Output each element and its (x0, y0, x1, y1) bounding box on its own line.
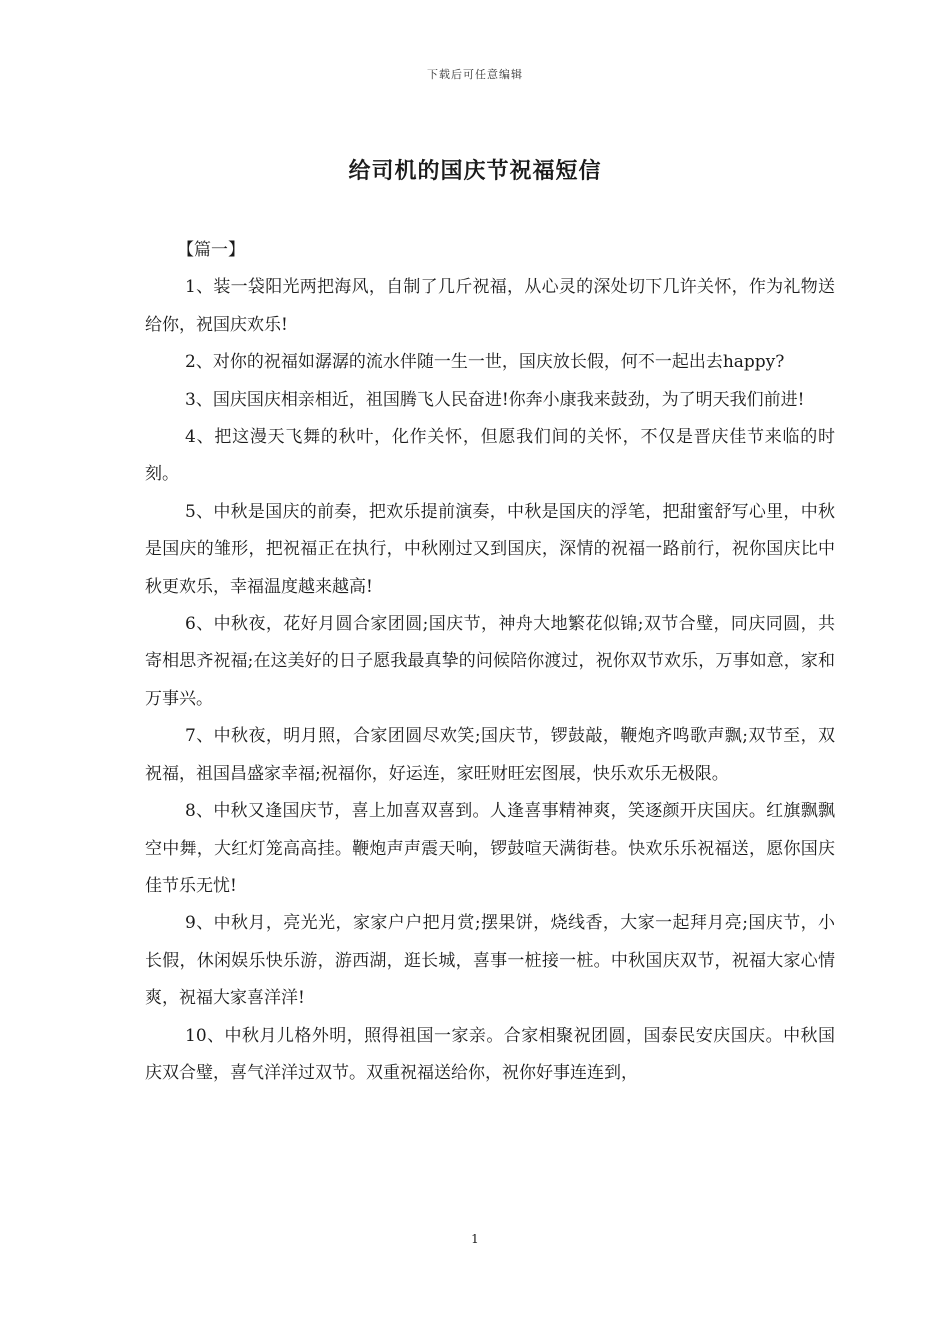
document-body (145, 232, 835, 1092)
paragraph-8: 8、中秋又逢国庆节，喜上加喜双喜到。人逢喜事精神爽，笑逐颜开庆国庆。红旗飘飘空中舞，大红灯笼高高挂。鞭炮声声震天响，锣鼓喧天满街巷。快欢乐乐祝福送，愿你国庆佳节乐无忧! (145, 801, 835, 896)
paragraph-2: 2、对你的祝福如潺潺的流水伴随一生一世，国庆放长假，何不一起出去happy? (185, 352, 785, 373)
paragraph-7: 7、中秋夜，明月照，合家团圆尽欢笑;国庆节，锣鼓敲，鞭炮齐鸣歌声飘;双节至，双祝福，祖国昌盛家幸福;祝福你，好运连，家旺财旺宏图展，快乐欢乐无极限。 (145, 726, 835, 784)
paragraph-10: 10、中秋月儿格外明，照得祖国一家亲。合家相聚祝团圆，国泰民安庆国庆。中秋国庆双合璧，喜气洋洋过双节。双重祝福送给你，祝你好事连连到， (145, 1025, 835, 1083)
paragraph-3: 3、国庆国庆相亲相近，祖国腾飞人民奋进!你奔小康我来鼓劲，为了明天我们前进! (185, 389, 805, 410)
paragraph-5: 5、中秋是国庆的前奏，把欢乐提前演奏，中秋是国庆的浮笔，把甜蜜舒写心里，中秋是国庆的雏形，把祝福正在执行，中秋刚过又到国庆，深情的祝福一路前行，祝你国庆比中秋更欢乐，幸福温度越来越高! (145, 501, 835, 597)
paragraph-6: 6、中秋夜，花好月圆合家团圆;国庆节，神舟大地繁花似锦;双节合璧，同庆同圆，共寄相思齐祝福;在这美好的日子愿我最真挚的问候陪你渡过，祝你双节欢乐，万事如意，家和万事兴。 (145, 614, 835, 709)
page-title: 给司机的国庆节祝福短信 (348, 158, 602, 184)
section-label: 【篇一】 (177, 240, 245, 260)
page-number: 1 (471, 1232, 479, 1246)
header-note: 下载后可任意编辑 (427, 68, 523, 81)
paragraph-4: 4、把这漫天飞舞的秋叶，化作关怀，但愿我们间的关怀，不仅是晋庆佳节来临的时刻。 (145, 427, 835, 485)
paragraph-9: 9、中秋月，亮光光，家家户户把月赏;摆果饼，烧线香，大家一起拜月亮;国庆节，小长假，休闲娱乐快乐游，游西湖，逛长城，喜事一桩接一桩。中秋国庆双节，祝福大家心情爽，祝福大家喜洋洋! (145, 913, 835, 1009)
paragraph-1: 1、装一袋阳光两把海风，自制了几斤祝福，从心灵的深处切下几许关怀，作为礼物送给你，祝国庆欢乐! (145, 277, 835, 335)
